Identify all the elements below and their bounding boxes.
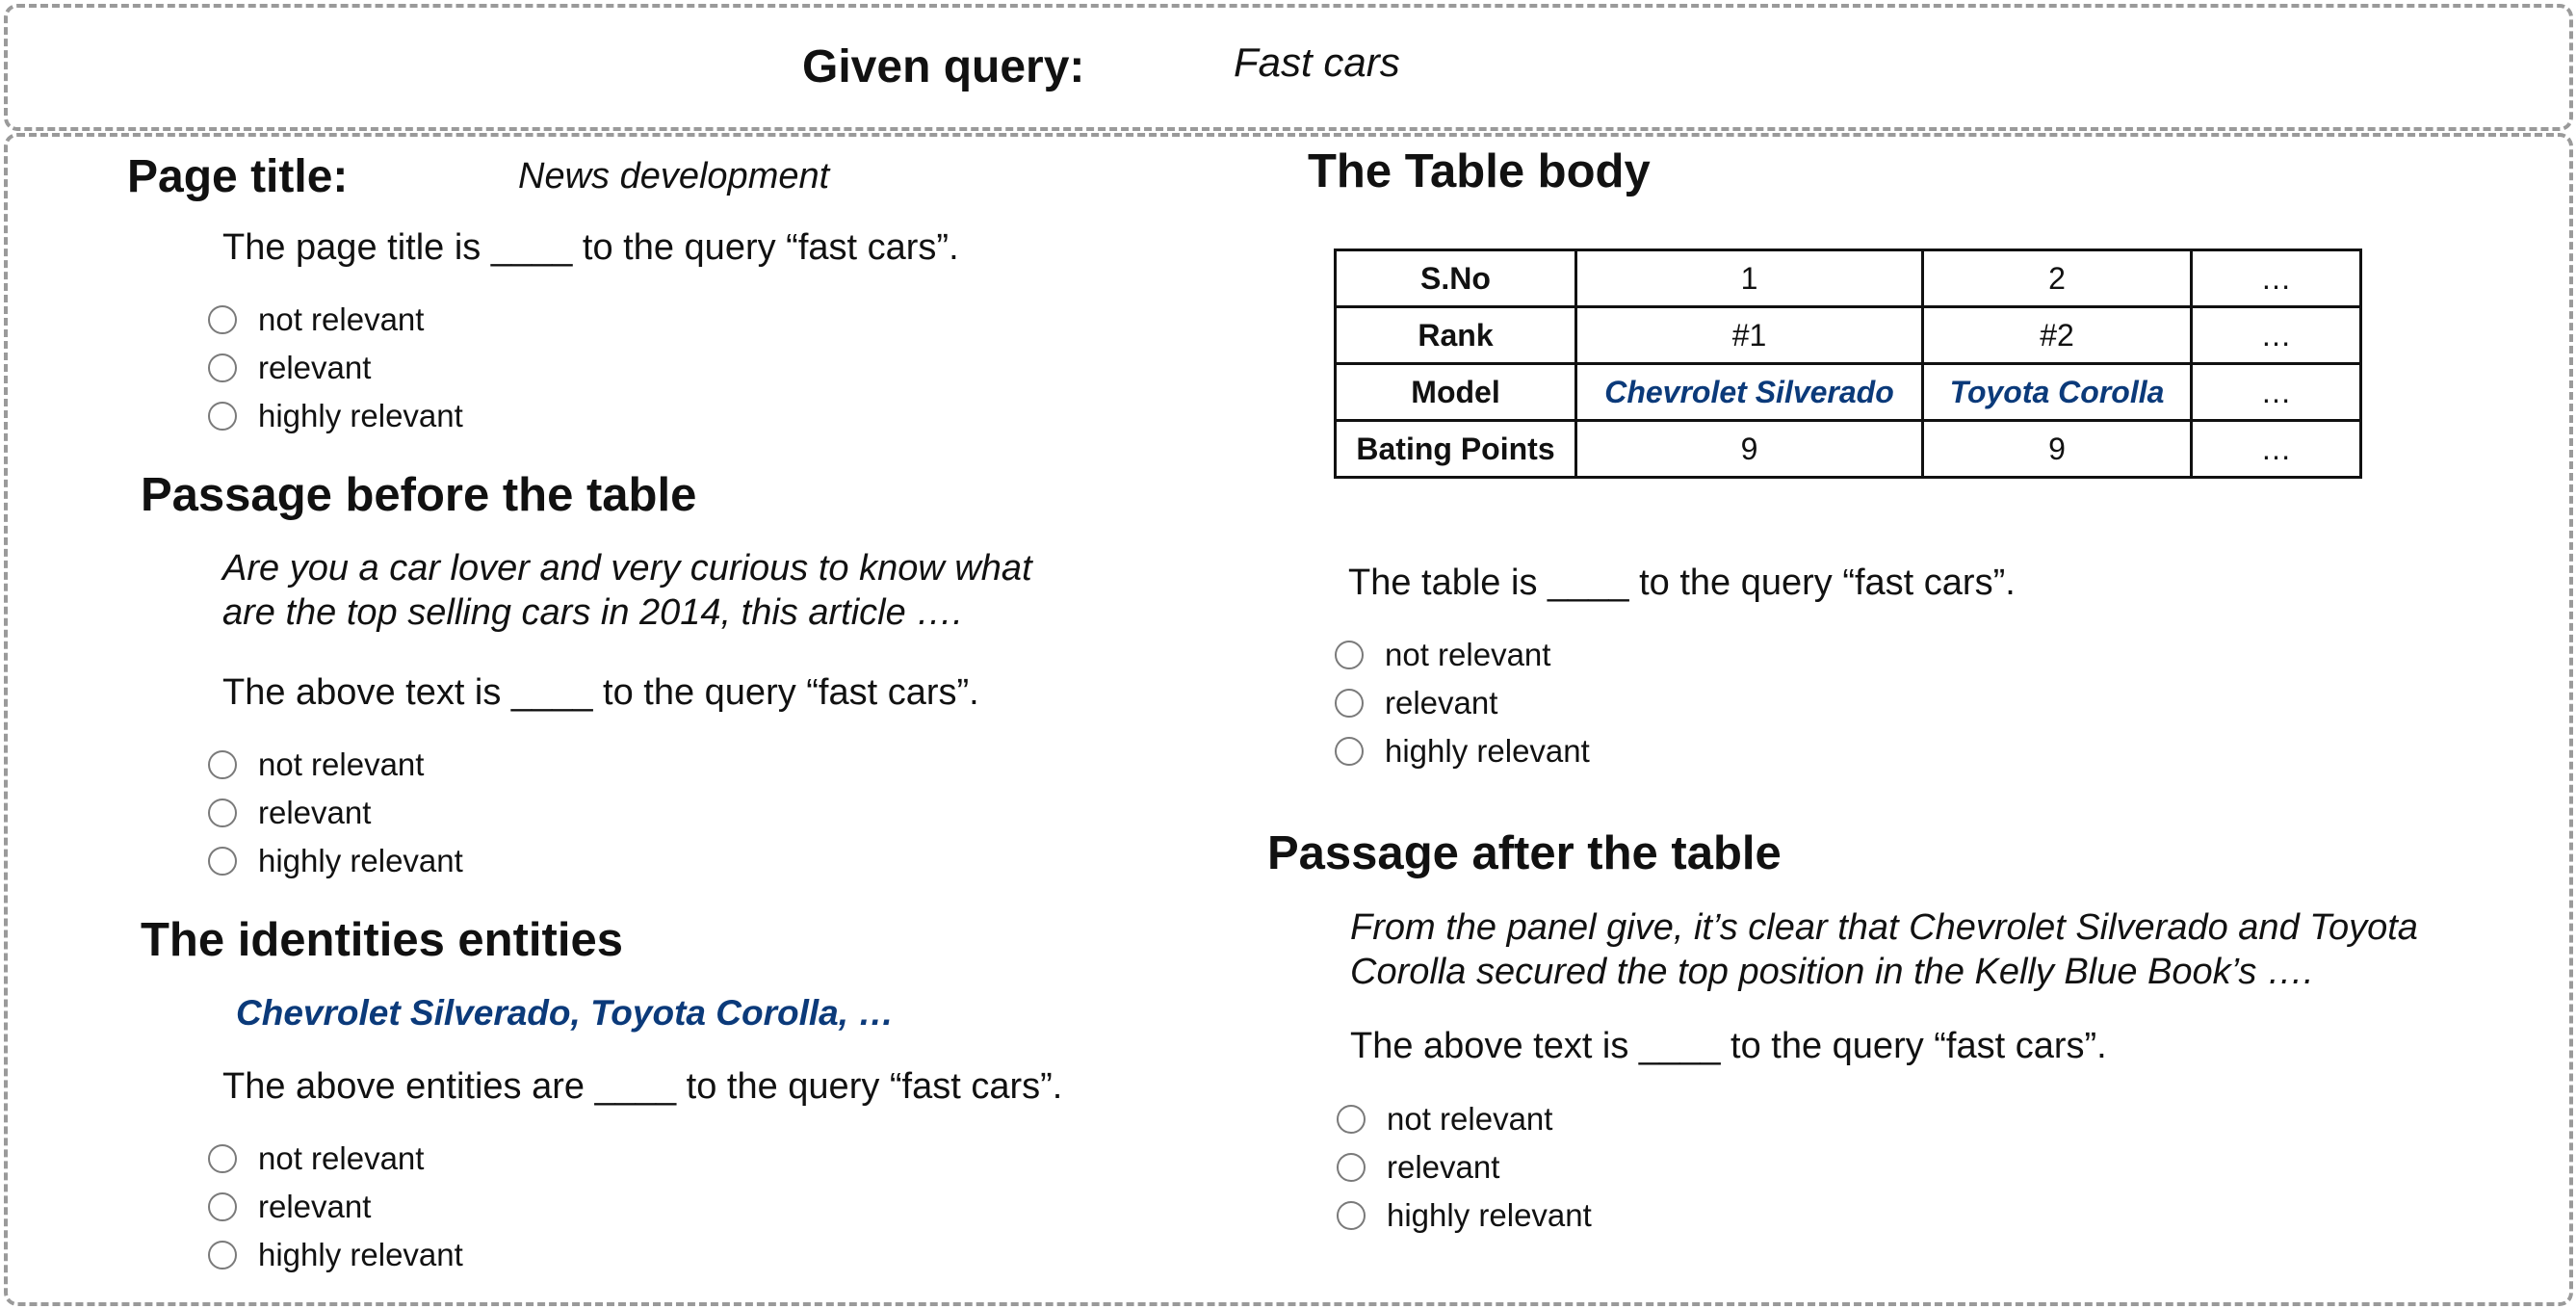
query-value: Fast cars: [1234, 39, 1400, 85]
passage-before-heading: Passage before the table: [141, 469, 697, 521]
table-cell: 9: [1923, 421, 2192, 478]
entities-option-not-relevant[interactable]: not relevant: [208, 1139, 424, 1178]
entities-heading: The identities entities: [141, 914, 623, 966]
table-cell: Toyota Corolla: [1923, 364, 2192, 421]
entities-list: Chevrolet Silverado, Toyota Corolla, …: [236, 993, 895, 1033]
table-option-highly-relevant[interactable]: highly relevant: [1335, 732, 1590, 771]
passage-after-text: From the panel give, it’s clear that Chevrolet Silverado and Toyota Corolla secured the top position in the Kelly Blue Book’s ….: [1350, 907, 2418, 992]
radio-button[interactable]: [208, 847, 237, 876]
table-cell: …: [2192, 364, 2361, 421]
radio-button[interactable]: [208, 750, 237, 779]
table-heading: The Table body: [1308, 145, 1651, 197]
entities-option-relevant[interactable]: relevant: [208, 1188, 371, 1226]
table-cell: Chevrolet Silverado: [1576, 364, 1923, 421]
table-row: [1336, 250, 2361, 307]
passage-before-option-highly-relevant[interactable]: highly relevant: [208, 842, 463, 880]
radio-button[interactable]: [208, 1144, 237, 1173]
table-cell: …: [2192, 250, 2361, 307]
table-cell: …: [2192, 307, 2361, 364]
passage-after-heading: Passage after the table: [1267, 827, 1782, 879]
radio-button[interactable]: [1337, 1105, 1366, 1134]
table-row: [1336, 364, 2361, 421]
radio-button[interactable]: [208, 1241, 237, 1270]
radio-button[interactable]: [208, 402, 237, 431]
table-cell: Bating Points: [1336, 421, 1576, 478]
table-cell: #1: [1576, 307, 1923, 364]
radio-button[interactable]: [208, 353, 237, 382]
entities-question: The above entities are ____ to the query “fast cars”.: [222, 1066, 1063, 1107]
passage-before-option-not-relevant[interactable]: not relevant: [208, 746, 424, 784]
table-cell: 2: [1923, 250, 2192, 307]
radio-button[interactable]: [208, 305, 237, 334]
data-table: [1334, 249, 2362, 479]
table-question: The table is ____ to the query “fast cars”.: [1348, 563, 2016, 603]
page-title-option-highly-relevant[interactable]: highly relevant: [208, 397, 463, 435]
page-title-question: The page title is ____ to the query “fast cars”.: [222, 227, 959, 268]
passage-after-question: The above text is ____ to the query “fast cars”.: [1350, 1026, 2107, 1066]
radio-button[interactable]: [1335, 737, 1364, 766]
passage-after-option-relevant[interactable]: relevant: [1337, 1148, 1499, 1187]
table-option-not-relevant[interactable]: not relevant: [1335, 636, 1550, 674]
page-title-label: Page title:: [127, 151, 349, 202]
table-option-relevant[interactable]: relevant: [1335, 684, 1497, 722]
passage-before-question: The above text is ____ to the query “fast cars”.: [222, 672, 979, 713]
radio-button[interactable]: [208, 798, 237, 827]
table-cell: #2: [1923, 307, 2192, 364]
table-cell: S.No: [1336, 250, 1576, 307]
table-row: [1336, 307, 2361, 364]
radio-button[interactable]: [208, 1192, 237, 1221]
radio-button[interactable]: [1335, 689, 1364, 718]
table-cell: 9: [1576, 421, 1923, 478]
passage-before-option-relevant[interactable]: relevant: [208, 794, 371, 832]
entities-option-highly-relevant[interactable]: highly relevant: [208, 1236, 463, 1274]
passage-after-option-highly-relevant[interactable]: highly relevant: [1337, 1196, 1592, 1235]
passage-before-text: Are you a car lover and very curious to know what are the top selling cars in 2014, this article ….: [222, 548, 1032, 633]
table-cell: Rank: [1336, 307, 1576, 364]
table-cell: Model: [1336, 364, 1576, 421]
table-row: [1336, 421, 2361, 478]
page-title-option-relevant[interactable]: relevant: [208, 349, 371, 387]
radio-button[interactable]: [1337, 1153, 1366, 1182]
passage-after-option-not-relevant[interactable]: not relevant: [1337, 1100, 1552, 1139]
table-cell: 1: [1576, 250, 1923, 307]
radio-button[interactable]: [1337, 1201, 1366, 1230]
page-title-option-not-relevant[interactable]: not relevant: [208, 301, 424, 339]
query-label: Given query:: [802, 41, 1085, 92]
page-title-value: News development: [518, 156, 830, 196]
table-cell: …: [2192, 421, 2361, 478]
radio-button[interactable]: [1335, 641, 1364, 669]
